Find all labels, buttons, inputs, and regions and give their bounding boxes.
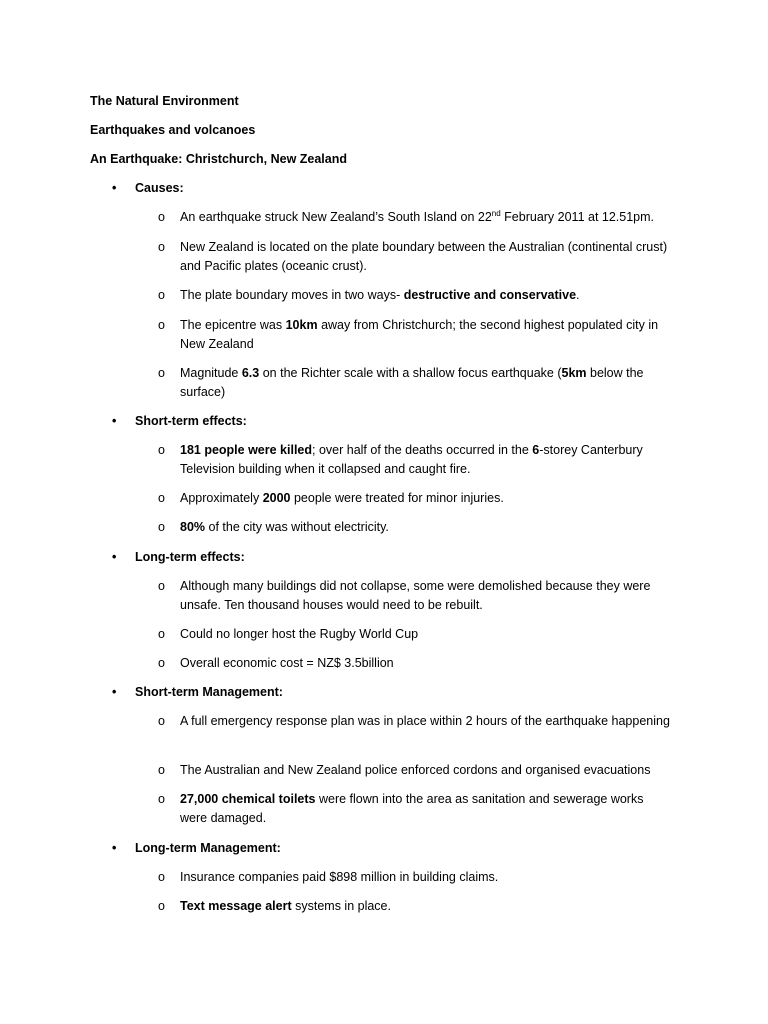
sub-bullet-icon: o [158, 240, 165, 254]
sub-bullet-icon: o [158, 366, 165, 380]
document-title: The Natural Environment [90, 94, 239, 108]
bullet-icon: • [112, 414, 117, 428]
list-item-text: 181 people were killed; over half of the deaths occurred in the 6-storey Canterbury Television building when it collapsed and caught fire. [180, 443, 643, 476]
list-item-text: Could no longer host the Rugby World Cup [180, 627, 419, 641]
sub-bullet-icon: o [158, 520, 165, 534]
sub-bullet-icon: o [158, 714, 165, 728]
sub-bullet-icon: o [158, 899, 165, 913]
list-item-text: The plate boundary moves in two ways- destructive and conservative. [180, 288, 580, 302]
section-heading-label: Short-term effects: [135, 414, 247, 428]
sub-bullet-icon: o [158, 288, 165, 302]
sub-bullet-icon: o [158, 792, 165, 806]
list-item-text: Insurance companies paid $898 million in building claims. [180, 870, 499, 884]
sub-bullet-icon: o [158, 210, 165, 224]
sub-bullet-icon: o [158, 491, 165, 505]
list-item-text: Although many buildings did not collapse, some were demolished because they were unsafe. Ten thousand houses would need to be rebuilt. [180, 579, 651, 612]
list-item-text: New Zealand is located on the plate boundary between the Australian (continental crust) and Pacific plates (oceanic crust). [180, 240, 668, 273]
list-item-text: 80% of the city was without electricity. [180, 520, 389, 534]
case-study-title: An Earthquake: Christchurch, New Zealand [90, 152, 347, 166]
list-item-text: Approximately 2000 people were treated for minor injuries. [180, 491, 504, 505]
sub-bullet-icon: o [158, 627, 165, 641]
list-item-text: Text message alert systems in place. [180, 899, 391, 913]
document-subtitle: Earthquakes and volcanoes [90, 123, 256, 137]
bullet-icon: • [112, 841, 117, 855]
list-item-text: A full emergency response plan was in place within 2 hours of the earthquake happening [180, 714, 670, 728]
bullet-icon: • [112, 685, 117, 699]
list-item-text: The Australian and New Zealand police enforced cordons and organised evacuations [180, 763, 651, 777]
sub-bullet-icon: o [158, 443, 165, 457]
section-heading-label: Short-term Management: [135, 685, 283, 699]
sub-bullet-icon: o [158, 579, 165, 593]
section-heading-label: Long-term Management: [135, 841, 281, 855]
list-item-text: An earthquake struck New Zealand’s South Island on 22nd February 2011 at 12.51pm. [180, 209, 655, 224]
sub-bullet-icon: o [158, 870, 165, 884]
sub-bullet-icon: o [158, 763, 165, 777]
list-item-text: Magnitude 6.3 on the Richter scale with a shallow focus earthquake (5km below the surface) [180, 366, 644, 399]
section-heading-label: Causes: [135, 181, 184, 195]
bullet-icon: • [112, 181, 117, 195]
section-heading-label: Long-term effects: [135, 550, 245, 564]
sub-bullet-icon: o [158, 318, 165, 332]
list-item-text: Overall economic cost = NZ$ 3.5billion [180, 656, 394, 670]
list-item-text: 27,000 chemical toilets were flown into the area as sanitation and sewerage works were damaged. [180, 792, 644, 825]
bullet-icon: • [112, 550, 117, 564]
list-item-text: The epicentre was 10km away from Christchurch; the second highest populated city in New Zealand [180, 318, 659, 351]
sub-bullet-icon: o [158, 656, 165, 670]
